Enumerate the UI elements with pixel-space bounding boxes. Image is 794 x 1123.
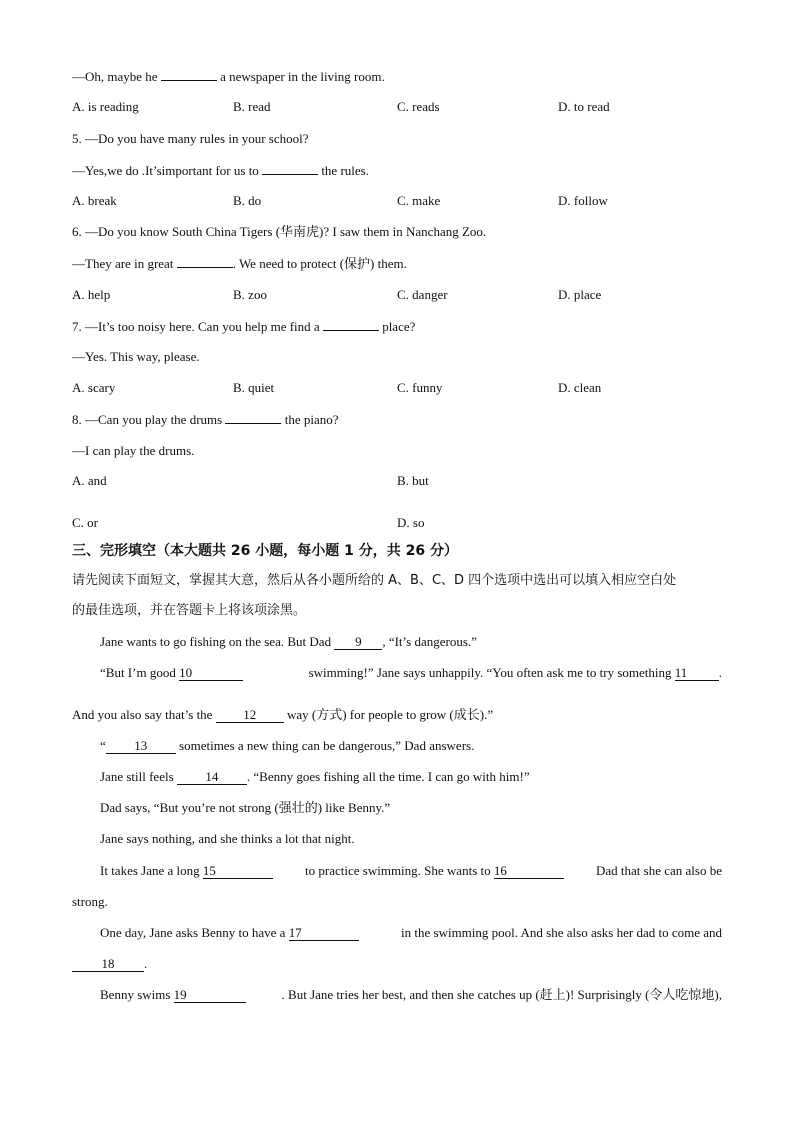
q8-option-d[interactable]: D. so (397, 515, 425, 530)
passage-para-9 (100, 987, 722, 1003)
q7-option-a[interactable]: A. scary (72, 380, 116, 395)
text (309, 665, 722, 681)
text: Jane wants to go fishing on the sea. But Dad (100, 634, 335, 649)
q5-text-a: —Yes,we do .It’simportant for us to (72, 163, 263, 178)
q5-answer-line (72, 162, 369, 179)
q5-option-c[interactable]: C. make (397, 193, 441, 208)
text: Benny swims (100, 987, 174, 1002)
q6-option-d[interactable]: D. place (558, 287, 602, 302)
text: in the swimming pool. And she also asks her dad to come and (401, 925, 722, 940)
passage-para-7 (100, 863, 722, 879)
q5-option-d[interactable]: D. follow (558, 193, 608, 208)
q7-question (72, 318, 415, 335)
passage-para-6: Jane says nothing, and she thinks a lot that night. (100, 831, 355, 846)
blank-19[interactable]: 19 (174, 988, 246, 1003)
q8-text-b: the piano? (281, 412, 339, 427)
blank-9[interactable]: 9 (334, 635, 382, 650)
q8-option-a[interactable]: A. and (72, 473, 107, 488)
text: swimming!” Jane says unhappily. “You often ask me to try something (308, 665, 675, 680)
blank-12[interactable]: 12 (216, 708, 284, 723)
passage-para-8-cont (72, 956, 147, 972)
q6-option-a[interactable]: A. help (72, 287, 111, 302)
q8-text-a: 8. —Can you play the drums (72, 412, 226, 427)
text: It takes Jane a long (100, 863, 203, 878)
q4-blank[interactable] (161, 68, 217, 81)
section-title: 三、完形填空（本大题共 26 小题，每小题 1 分，共 26 分） (72, 543, 458, 559)
q4-text-b: a newspaper in the living room. (216, 69, 385, 84)
section-instructions-line2: 的最佳选项，并在答题卡上将该项涂黑。 (72, 603, 307, 618)
q4-option-b[interactable]: B. read (233, 99, 271, 114)
passage-para-4 (100, 769, 530, 785)
q6-option-c[interactable]: C. danger (397, 287, 448, 302)
blank-13[interactable]: 13 (106, 739, 176, 754)
text: . (144, 956, 148, 971)
passage-para-7-cont: strong. (72, 894, 108, 909)
text: . But Jane tries her best, and then she catches up (赶上)! Surprisingly (令人吃惊地), (281, 987, 722, 1002)
text (305, 863, 564, 879)
q8-question (72, 411, 339, 428)
q4-text-a: —Oh, maybe he (72, 69, 161, 84)
blank-17[interactable]: 17 (289, 926, 359, 941)
q7-blank[interactable] (323, 318, 379, 331)
passage-para-2 (100, 665, 722, 681)
text: sometimes a new thing can be dangerous,” Dad answers. (175, 738, 475, 753)
q5-option-a[interactable]: A. break (72, 193, 117, 208)
text: . (718, 665, 722, 680)
q7-text-b: place? (378, 319, 416, 334)
q6-answer-line (72, 255, 407, 272)
passage-para-1 (100, 634, 477, 650)
q5-text-b: the rules. (318, 163, 369, 178)
q8-option-b[interactable]: B. but (397, 473, 429, 488)
q8-option-c[interactable]: C. or (72, 515, 98, 530)
q7-option-b[interactable]: B. quiet (233, 380, 275, 395)
q6-text-a: —They are in great (72, 256, 177, 271)
text: Jane still feels (100, 769, 177, 784)
text (100, 863, 273, 879)
text: to practice swimming. She wants to (305, 863, 494, 878)
q6-blank[interactable] (177, 255, 233, 268)
text (100, 665, 243, 681)
text: One day, Jane asks Benny to have a (100, 925, 289, 940)
text (100, 987, 246, 1003)
blank-11[interactable]: 11 (675, 666, 719, 681)
q4-line (72, 68, 385, 85)
q7-answer-line: —Yes. This way, please. (72, 349, 200, 364)
q4-option-a[interactable]: A. is reading (72, 99, 139, 114)
q6-question: 6. —Do you know South China Tigers (华南虎)? I saw them in Nanchang Zoo. (72, 224, 487, 239)
blank-16[interactable]: 16 (494, 864, 564, 879)
q5-option-b[interactable]: B. do (233, 193, 262, 208)
text: . “Benny goes fishing all the time. I can go with him!” (246, 769, 530, 784)
text: “But I’m good (100, 665, 180, 680)
text: “ (100, 738, 106, 753)
q6-option-b[interactable]: B. zoo (233, 287, 267, 302)
text: , “It’s dangerous.” (382, 634, 477, 649)
q8-blank[interactable] (225, 411, 281, 424)
text (100, 925, 359, 941)
passage-para-8 (100, 925, 722, 941)
q5-blank[interactable] (262, 162, 318, 175)
q6-text-b: . We need to protect (保护) them. (232, 256, 407, 271)
blank-14[interactable]: 14 (177, 770, 247, 785)
blank-10[interactable]: 10 (179, 666, 243, 681)
q4-option-c[interactable]: C. reads (397, 99, 440, 114)
text: way (方式) for people to grow (成长).” (283, 707, 494, 722)
passage-para-5: Dad says, “But you’re not strong (强壮的) like Benny.” (100, 800, 391, 815)
q5-question: 5. —Do you have many rules in your school? (72, 131, 309, 146)
q7-option-d[interactable]: D. clean (558, 380, 602, 395)
q8-answer-line: —I can play the drums. (72, 443, 195, 458)
q7-text-a: 7. —It’s too noisy here. Can you help me find a (72, 319, 323, 334)
q7-option-c[interactable]: C. funny (397, 380, 443, 395)
blank-18[interactable]: 18 (72, 957, 144, 972)
q4-option-d[interactable]: D. to read (558, 99, 610, 114)
passage-para-2-cont (72, 707, 493, 723)
text: And you also say that’s the (72, 707, 216, 722)
text: Dad that she can also be (596, 863, 722, 878)
blank-15[interactable]: 15 (203, 864, 273, 879)
section-instructions-line1: 请先阅读下面短文，掌握其大意，然后从各小题所给的 A、B、C、D 四个选项中选出可以填入相应空白处 (72, 573, 677, 588)
passage-para-3 (100, 738, 474, 754)
